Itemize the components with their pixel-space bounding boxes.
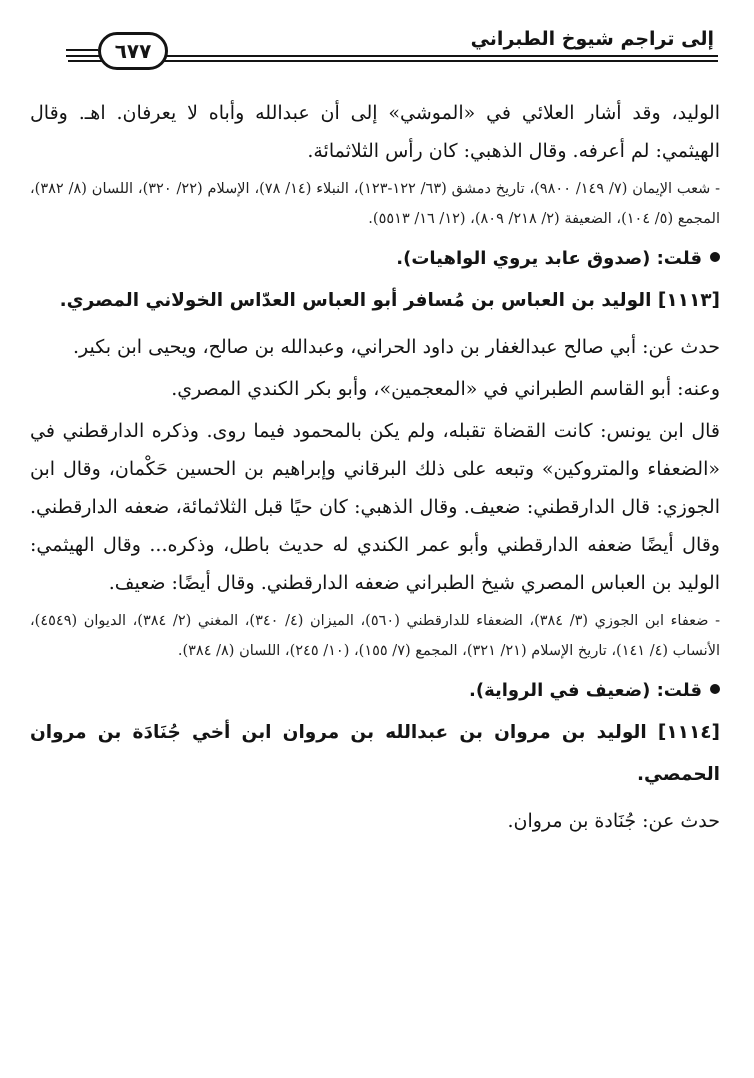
header-rule-left (66, 55, 98, 57)
running-title: إلى تراجم شيوخ الطبراني (470, 28, 714, 50)
entry-1113-teachers: حدث عن: أبي صالح عبدالغفار بن داود الحراني، وعبدالله بن صالح، ويحيى ابن بكير. (72, 336, 720, 358)
page-number-badge (98, 32, 168, 70)
bullet-icon (710, 252, 720, 262)
header-rule-left (66, 49, 98, 51)
entry-1113-opinions: قال ابن يونس: كانت القضاة تقبله، ولم يكن بالمحمود فيما روى. وذكره الدارقطني في «الضعفاء والمتروكين» وتبعه على ذلك البرقاني وإبراهيم بن الحسين حَكْمان، وقال ابن الجوزي: قال الدارقطني: ضعيف. وقال الذهبي: كان حيًا قبل الثلاثمائة، ضعفه الدارقطني. وقال أيضًا ضعفه الدارقطني وأبو عمر الكندي له حديث باطل، وذكره... وقال الهيثمي: الوليد بن العباس المصري شيخ الطبراني ضعفه الدارقطني. وقال أيضًا: ضعيف. (30, 420, 720, 594)
page-number: ٦٧٧ (114, 39, 152, 63)
entry-1113-heading: [١١١٣] الوليد بن العباس بن مُسافر أبو العباس العدّاس الخولاني المصري. (59, 290, 720, 311)
intro-sources: - شعب الإيمان (٧/ ١٤٩/ ٩٨٠٠)، تاريخ دمشق (٦٣/ ١٢٢-١٢٣)، النبلاء (١٤/ ٧٨)، الإسلام (٢٢/ ٣٢٠)، اللسان (٨/ ٣٨٢)، المجمع (٥/ ١٠٤)، الضعيفة (٢/ ٢١٨/ ٨٠٩)، (١٢/ ١٦/ ٥٥١٣). (30, 181, 721, 227)
intro-paragraph: الوليد، وقد أشار العلائي في «الموشي» إلى أن عبدالله وأباه لا يعرفان. اهـ. وقال الهيثمي: لم أعرفه. وقال الذهبي: كان رأس الثلاثمائة. (30, 102, 720, 162)
entry-1114-heading: [١١١٤] الوليد بن مروان بن عبدالله بن مروان ابن أخي جُنَادَة بن مروان الحمصي. (30, 722, 720, 785)
entry-1113-sources: - ضعفاء ابن الجوزي (٣/ ٣٨٤)، الضعفاء للدارقطني (٥٦٠)، الميزان (٤/ ٣٤٠)، المغني (٢/ ٣٨٤)، الديوان (٤٥٤٩)، الأنساب (٤/ ١٤١)، تاريخ الإسلام (٢١/ ٣٢١)، المجمع (٧/ ١٥٥)، (١٠/ ٢٤٥)، اللسان (٨/ ٣٨٤). (30, 613, 720, 659)
verdict-1-text: قلت: (صدوق عابد يروي الواهيات). (396, 248, 702, 269)
page-content (30, 94, 720, 840)
verdict-1 (30, 240, 720, 278)
verdict-2-text: قلت: (ضعيف في الرواية). (469, 680, 702, 701)
verdict-2 (30, 672, 720, 710)
entry-1113-students: وعنه: أبو القاسم الطبراني في «المعجمين»، وأبو بكر الكندي المصري. (171, 378, 720, 400)
entry-1114-teachers: حدث عن: جُنَادة بن مروان. (507, 810, 720, 832)
bullet-icon (710, 684, 720, 694)
